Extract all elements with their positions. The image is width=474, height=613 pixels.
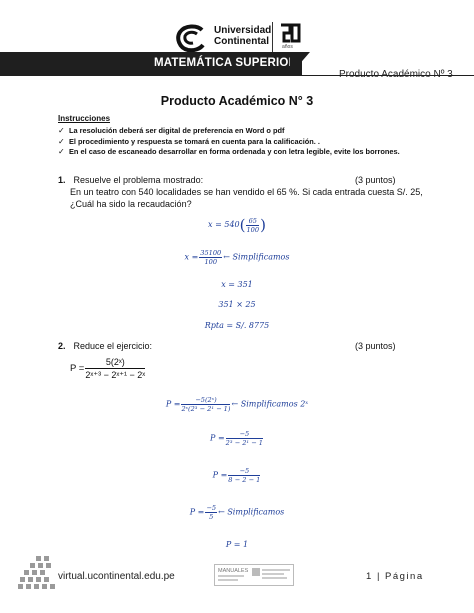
p1-step-4: 351 × 25 [218, 300, 256, 309]
anniversary-seal: años [279, 22, 301, 50]
problem-1-heading: 1. Resuelve el problema mostrado: [58, 175, 204, 185]
p2-step-4: P = $\frac{-5}{5}$ ← Simplificamos [189, 504, 285, 521]
p1-step-1: x = 540( $\frac{65}{100}$ ) [208, 216, 266, 234]
logo-divider [272, 22, 273, 52]
problem-1-text: En un teatro con 540 localidades se han vendido el 65 %. Si cada entrada cuesta S/. 25, ¿Cuál ha sido la recaudación? [70, 187, 423, 209]
decorative-pattern-icon [16, 554, 56, 592]
course-banner [0, 52, 474, 88]
problem-1-points: (3 puntos) [355, 175, 396, 185]
check-icon: ✓ [58, 126, 65, 135]
problem-2-heading: 2. Reduce el ejercicio: [58, 341, 153, 351]
manuales-badge [214, 564, 294, 586]
check-icon: ✓ [58, 136, 65, 146]
p1-step-3: x = 351 [221, 280, 253, 289]
problem-2-points: (3 puntos) [355, 341, 396, 351]
page-indicator: 1 | Página [366, 571, 424, 582]
p1-answer: Rpta = S/. 8775 [204, 321, 270, 330]
university-name: Universidad Continental [214, 25, 272, 47]
footer-url[interactable]: virtual.ucontinental.edu.pe [58, 571, 175, 582]
instruction-item: ✓ El procedimiento y respuesta se tomará en cuenta para la calificación. . [58, 136, 320, 146]
p2-step-1: P = $\frac{\text{−5(2ˣ)}}{\text{2ˣ(2³ − 2¹ − 1)}}$ ← Simplificamos 2ˣ [165, 396, 309, 413]
p2-step-3: P = $\frac{-5}{8 - 2 - 1}$ [212, 467, 261, 484]
banner-title: MATEMÁTICA SUPERIOR [154, 57, 298, 69]
page-footer [0, 554, 474, 594]
check-icon: ✓ [58, 147, 65, 156]
p2-answer: P = 1 [225, 540, 249, 549]
instructions-section [58, 114, 400, 158]
p2-step-2: P = $\frac{-5}{\text{2³ − 2¹ − 1}}$ [210, 430, 263, 447]
p1-step-2: x = $\frac{35100}{100}$ ← Simplificamos [184, 249, 290, 266]
university-mark-icon [176, 24, 206, 52]
document-title: Producto Académico N° 3 [160, 94, 314, 108]
svg-text:MANUALES: MANUALES [218, 568, 249, 574]
instructions-heading: Instrucciones [58, 114, 111, 123]
banner-subtitle: Producto Académico Nº 3 [339, 69, 453, 80]
instruction-item: ✓ En el caso de escaneado desarrollar en forma ordenada y con letra legible, evite los borrones. [58, 147, 400, 156]
university-logo [176, 22, 296, 54]
instruction-item: ✓ La resolución deberá ser digital de preferencia en Word o pdf [58, 126, 285, 135]
problem-2-expression: P = $\frac{\text{5(2ˣ)}}{\text{2ˣ⁺³ − 2ˣ⁺¹ − 2ˣ}}$ [70, 357, 146, 380]
